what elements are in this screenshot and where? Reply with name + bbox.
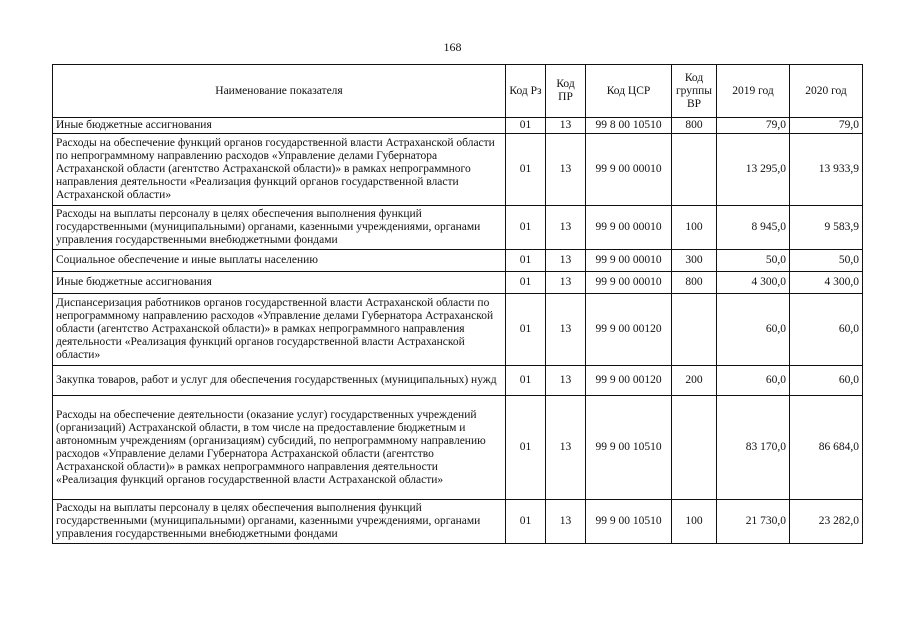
cell-vr: 300 [672,250,717,272]
cell-y2020: 50,0 [790,250,863,272]
cell-csr: 99 9 00 10510 [586,396,672,500]
cell-vr: 800 [672,118,717,134]
cell-name: Расходы на обеспечение деятельности (оказание услуг) государственных учреждений (организаций) Астраханской области, в том числе на предоставление бюджетным и автономным учреждениям (организациям) субсидий, по непрограммному направлению расходов «Управление делами Губернатора Астраханской области (агентство Астраханской области)» в рамках непрограммного направления деятельности «Реализация функций органов государственной власти Астраханской области» [53,396,506,500]
cell-name: Социальное обеспечение и иные выплаты населению [53,250,506,272]
cell-vr [672,134,717,206]
cell-rz: 01 [506,250,546,272]
cell-pr: 13 [546,134,586,206]
cell-vr [672,396,717,500]
cell-vr: 800 [672,272,717,294]
cell-pr: 13 [546,250,586,272]
cell-csr: 99 9 00 00120 [586,294,672,366]
cell-y2020: 4 300,0 [790,272,863,294]
cell-pr: 13 [546,272,586,294]
cell-rz: 01 [506,134,546,206]
cell-name: Расходы на выплаты персоналу в целях обеспечения выполнения функций государственными (муниципальными) органами, казенными учреждениями, органами управления государственными внебюджетными фондами [53,206,506,250]
cell-y2020: 60,0 [790,366,863,396]
cell-csr: 99 9 00 00010 [586,134,672,206]
cell-vr [672,294,717,366]
header-pr: Код ПР [546,65,586,118]
table-row [53,250,863,272]
cell-y2019: 50,0 [717,250,790,272]
table-row [53,272,863,294]
cell-pr: 13 [546,118,586,134]
cell-y2019: 83 170,0 [717,396,790,500]
cell-pr: 13 [546,294,586,366]
cell-rz: 01 [506,118,546,134]
cell-name: Расходы на выплаты персоналу в целях обеспечения выполнения функций государственными (муниципальными) органами, казенными учреждениями, органами управления государственными внебюджетными фондами [53,500,506,544]
cell-vr: 200 [672,366,717,396]
cell-name: Диспансеризация работников органов государственной власти Астраханской области по непрограммному направлению расходов «Управление делами Губернатора Астраханской области (агентство Астраханской области)» в рамках непрограммного направления деятельности «Реализация функций органов государственной власти Астраханской области» [53,294,506,366]
table-row [53,206,863,250]
budget-table [52,64,863,544]
cell-y2020: 60,0 [790,294,863,366]
cell-y2019: 13 295,0 [717,134,790,206]
cell-y2019: 60,0 [717,294,790,366]
cell-y2020: 79,0 [790,118,863,134]
cell-csr: 99 9 00 00010 [586,250,672,272]
cell-name: Иные бюджетные ассигнования [53,272,506,294]
table-row [53,118,863,134]
cell-pr: 13 [546,500,586,544]
cell-rz: 01 [506,206,546,250]
cell-vr: 100 [672,500,717,544]
cell-y2019: 60,0 [717,366,790,396]
cell-y2019: 79,0 [717,118,790,134]
page-number: 168 [443,40,462,54]
cell-csr: 99 9 00 00010 [586,206,672,250]
cell-pr: 13 [546,206,586,250]
header-name: Наименование показателя [53,65,506,118]
table-row [53,366,863,396]
cell-y2020: 13 933,9 [790,134,863,206]
cell-pr: 13 [546,366,586,396]
cell-rz: 01 [506,294,546,366]
header-rz: Код Рз [506,65,546,118]
cell-y2019: 8 945,0 [717,206,790,250]
table-row [53,134,863,206]
cell-csr: 99 8 00 10510 [586,118,672,134]
cell-vr: 100 [672,206,717,250]
cell-csr: 99 9 00 10510 [586,500,672,544]
cell-y2019: 21 730,0 [717,500,790,544]
table-header-row [53,65,863,118]
cell-y2019: 4 300,0 [717,272,790,294]
table-row [53,396,863,500]
cell-y2020: 86 684,0 [790,396,863,500]
header-2019: 2019 год [717,65,790,118]
cell-rz: 01 [506,396,546,500]
cell-csr: 99 9 00 00120 [586,366,672,396]
table-row [53,294,863,366]
cell-pr: 13 [546,396,586,500]
header-2020: 2020 год [790,65,863,118]
cell-y2020: 23 282,0 [790,500,863,544]
cell-name: Иные бюджетные ассигнования [53,118,506,134]
cell-rz: 01 [506,366,546,396]
cell-name: Закупка товаров, работ и услуг для обеспечения государственных (муниципальных) нужд [53,366,506,396]
cell-y2020: 9 583,9 [790,206,863,250]
cell-name: Расходы на обеспечение функций органов государственной власти Астраханской области по непрограммному направлению расходов «Управление делами Губернатора Астраханской области (агентство Астраханской области)» в рамках непрограммного направления деятельности «Реализация функций органов государственной власти Астраханской области» [53,134,506,206]
cell-csr: 99 9 00 00010 [586,272,672,294]
cell-rz: 01 [506,500,546,544]
cell-rz: 01 [506,272,546,294]
header-csr: Код ЦСР [586,65,672,118]
header-vr: Код группы ВР [672,65,717,118]
table-row [53,500,863,544]
